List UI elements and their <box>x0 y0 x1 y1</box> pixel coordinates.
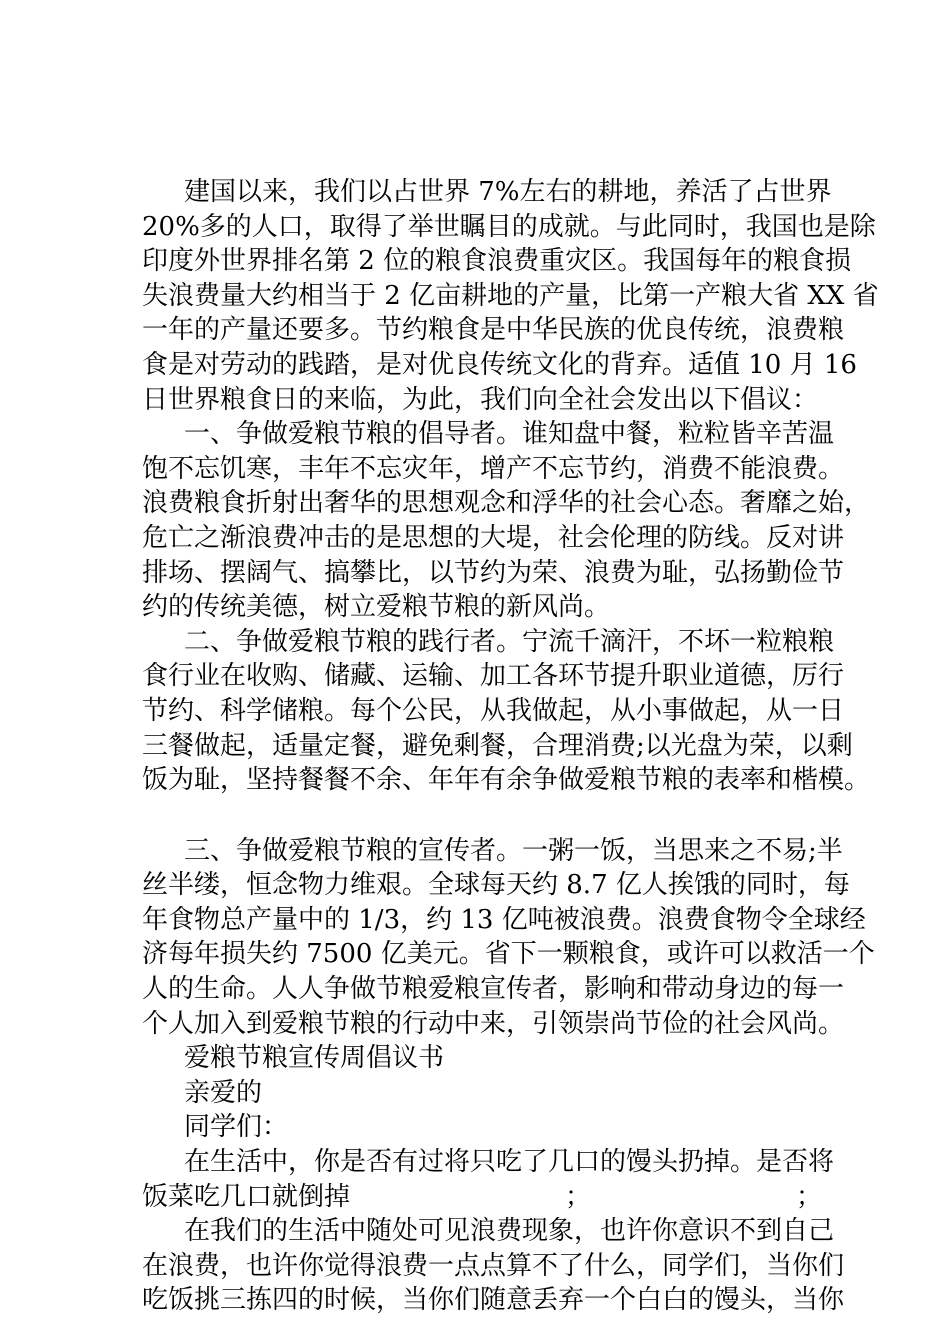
text-line: 丝半缕，恒念物力维艰。全球每天约 8.7 亿人挨饿的同时，每 <box>142 870 850 901</box>
text-line: 约的传统美德，树立爱粮节粮的新风尚。 <box>142 592 611 623</box>
document-body <box>142 175 879 1318</box>
paragraph-gap <box>142 798 832 834</box>
text-line: 节约、科学储粮。每个公民，从我做起，从小事做起，从一日 <box>142 695 845 726</box>
text-line: 个人加入到爱粮节粮的行动中来，引领崇尚节俭的社会风尚。 <box>142 1008 845 1039</box>
text-line: 一、争做爱粮节粮的倡导者。谁知盘中餐，粒粒皆辛苦温 <box>184 419 835 450</box>
text-line: 在生活中，你是否有过将只吃了几口的馒头扔掉。是否将 <box>184 1147 835 1178</box>
salutation-line: 同学们： <box>184 1112 289 1143</box>
text-line: 失浪费量大约相当于 2 亿亩耕地的产量，比第一产粮大省 XX 省 <box>142 280 879 311</box>
text-line: 食是对劳动的践踏，是对优良传统文化的背弃。适值 10 月 16 <box>142 349 857 380</box>
text-line: 饭为耻，坚持餐餐不余、年年有余争做爱粮节粮的表率和楷模。 <box>142 765 871 796</box>
semicolon-mark: ； <box>565 1181 592 1212</box>
text-line: 印度外世界排名第 2 位的粮食浪费重灾区。我国每年的粮食损 <box>142 246 852 277</box>
text-line: 人的生命。人人争做节粮爱粮宣传者，影响和带动身边的每一 <box>142 974 845 1005</box>
semicolon-mark: ； <box>796 1181 823 1212</box>
text-line: 济每年损失约 7500 亿美元。省下一颗粮食，或许可以救活一个 <box>142 939 875 970</box>
text-line: 浪费粮食折射出奢华的思想观念和浮华的社会心态。奢靡之始， <box>142 488 871 519</box>
text-line: 食行业在收购、储藏、运输、加工各环节提升职业道德，厉行 <box>142 661 845 692</box>
text-line: 饱不忘饥寒，丰年不忘灾年，增产不忘节约，消费不能浪费。 <box>142 453 845 484</box>
paragraph-third-and-letter <box>142 834 875 1318</box>
text-line: 20%多的人口，取得了举世瞩目的成就。与此同时，我国也是除 <box>142 211 876 242</box>
text-line: 建国以来，我们以占世界 7%左右的耕地，养活了占世界 <box>184 177 832 207</box>
text-line: 年食物总产量中的 1/3，约 13 亿吨被浪费。浪费食物令全球经 <box>142 904 866 935</box>
text-line: 三餐做起，适量定餐，避免剩餐，合理消费;以光盘为荣，以剩 <box>142 730 853 761</box>
text-line: 危亡之渐浪费冲击的是思想的大堤，社会伦理的防线。反对讲 <box>142 522 845 553</box>
text-line: 二、争做爱粮节粮的践行者。宁流千滴汗，不坏一粒粮粮 <box>184 626 835 657</box>
text-line: 在浪费，也许你觉得浪费一点点算不了什么，同学们，当你们 <box>142 1250 845 1281</box>
text-line: 日世界粮食日的来临，为此，我们向全社会发出以下倡议： <box>142 384 819 415</box>
paragraph-intro-and-first-two <box>142 175 879 798</box>
text-line: 吃饭挑三拣四的时候，当你们随意丢弃一个白白的馒头，当你 <box>142 1285 845 1316</box>
text-fragment: 饭菜吃几口就倒掉 <box>142 1181 351 1212</box>
text-line-with-blanks <box>142 1180 832 1215</box>
letter-title: 爱粮节粮宣传周倡议书 <box>184 1043 445 1074</box>
text-line: 排场、摆阔气、搞攀比，以节约为荣、浪费为耻，弘扬勤俭节 <box>142 557 845 588</box>
salutation-line: 亲爱的 <box>184 1077 263 1108</box>
text-line: 在我们的生活中随处可见浪费现象，也许你意识不到自己 <box>184 1216 835 1247</box>
text-line: 一年的产量还要多。节约粮食是中华民族的优良传统，浪费粮 <box>142 315 845 346</box>
text-line: 三、争做爱粮节粮的宣传者。一粥一饭，当思来之不易;半 <box>184 835 843 866</box>
